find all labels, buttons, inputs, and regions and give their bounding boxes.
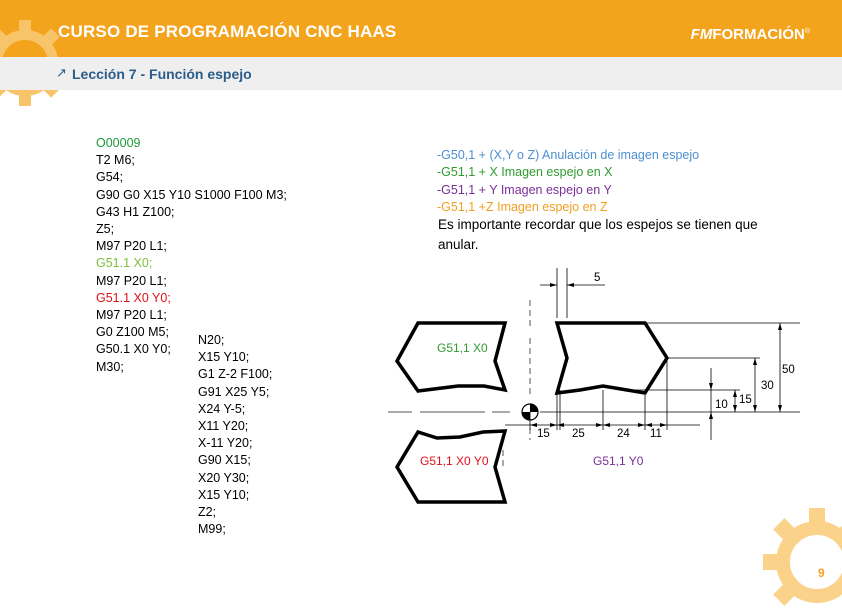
brand-fm: FM: [690, 26, 713, 43]
code-line: X15 Y10;: [198, 350, 250, 365]
rocket-icon: ↗: [56, 66, 67, 81]
label-mirror-y: G51,1 Y0: [593, 454, 644, 468]
code-line: G90 X15;: [198, 453, 251, 468]
code-line: O00009: [96, 136, 141, 150]
lesson-title: Lección 7 - Función espejo: [72, 66, 252, 82]
code-line: G50.1 X0 Y0;: [96, 342, 171, 357]
legend-mirror-z: -G51,1 +Z Imagen espejo en Z: [437, 199, 608, 214]
gear-icon: [742, 482, 842, 612]
code-line: G91 X25 Y5;: [198, 384, 270, 399]
important-note: Es importante recordar que los espejos se tienen que anular.: [438, 217, 758, 252]
code-line: M30;: [96, 359, 124, 374]
code-line: M97 P20 L1;: [96, 239, 167, 254]
code-line: X20 Y30;: [198, 470, 250, 485]
code-line: M99;: [198, 522, 226, 537]
code-line: T2 M6;: [96, 153, 135, 168]
code-line: G54;: [96, 170, 124, 185]
dim-50: 50: [782, 364, 795, 376]
legend-cancel: -G50,1 + (X,Y o Z) Anulación de imagen espejo: [437, 148, 700, 162]
code-line: X-11 Y20;: [198, 436, 253, 451]
code-line: G51.1 X0;: [96, 256, 153, 271]
legend-mirror-x: -G51,1 + X Imagen espejo en X: [437, 165, 613, 180]
dim-15-horizontal: 15: [537, 428, 550, 440]
dim-10: 10: [715, 399, 728, 411]
page-number: 9: [818, 566, 825, 580]
dim-24: 24: [617, 428, 630, 440]
dim-30: 30: [761, 380, 774, 392]
dim-25: 25: [572, 428, 585, 440]
code-line: M97 P20 L1;: [96, 273, 167, 288]
code-line: G43 H1 Z100;: [96, 204, 175, 219]
code-line: G90 G0 X15 Y10 S1000 F100 M3;: [96, 187, 287, 202]
shape-original: [557, 323, 667, 393]
label-mirror-x: G51,1 X0: [437, 341, 488, 355]
code-line: G1 Z-2 F100;: [198, 367, 273, 382]
code-line: X24 Y-5;: [198, 401, 246, 416]
brand-formacion: FORMACIÓN: [712, 26, 805, 43]
shape-mirror-x: [397, 323, 505, 391]
label-mirror-xy: G51,1 X0 Y0: [420, 454, 489, 468]
code-line: X11 Y20;: [198, 419, 249, 434]
code-line: Z5;: [96, 222, 115, 237]
dimension-lines: [505, 268, 800, 440]
legend-mirror-y: -G51,1 + Y Imagen espejo en Y: [437, 182, 612, 197]
dim-5: 5: [594, 272, 601, 284]
code-line: X15 Y10;: [198, 487, 250, 502]
code-line: Z2;: [198, 505, 217, 520]
dim-15-vertical: 15: [739, 394, 752, 406]
brand-registered: ®: [804, 28, 810, 35]
code-line: N20;: [198, 333, 225, 347]
code-line: M97 P20 L1;: [96, 308, 167, 323]
code-line: G0 Z100 M5;: [96, 325, 169, 340]
dim-11: 11: [650, 428, 662, 440]
code-line: G51.1 X0 Y0;: [96, 290, 171, 305]
course-title: CURSO DE PROGRAMACIÓN CNC HAAS: [58, 22, 397, 41]
